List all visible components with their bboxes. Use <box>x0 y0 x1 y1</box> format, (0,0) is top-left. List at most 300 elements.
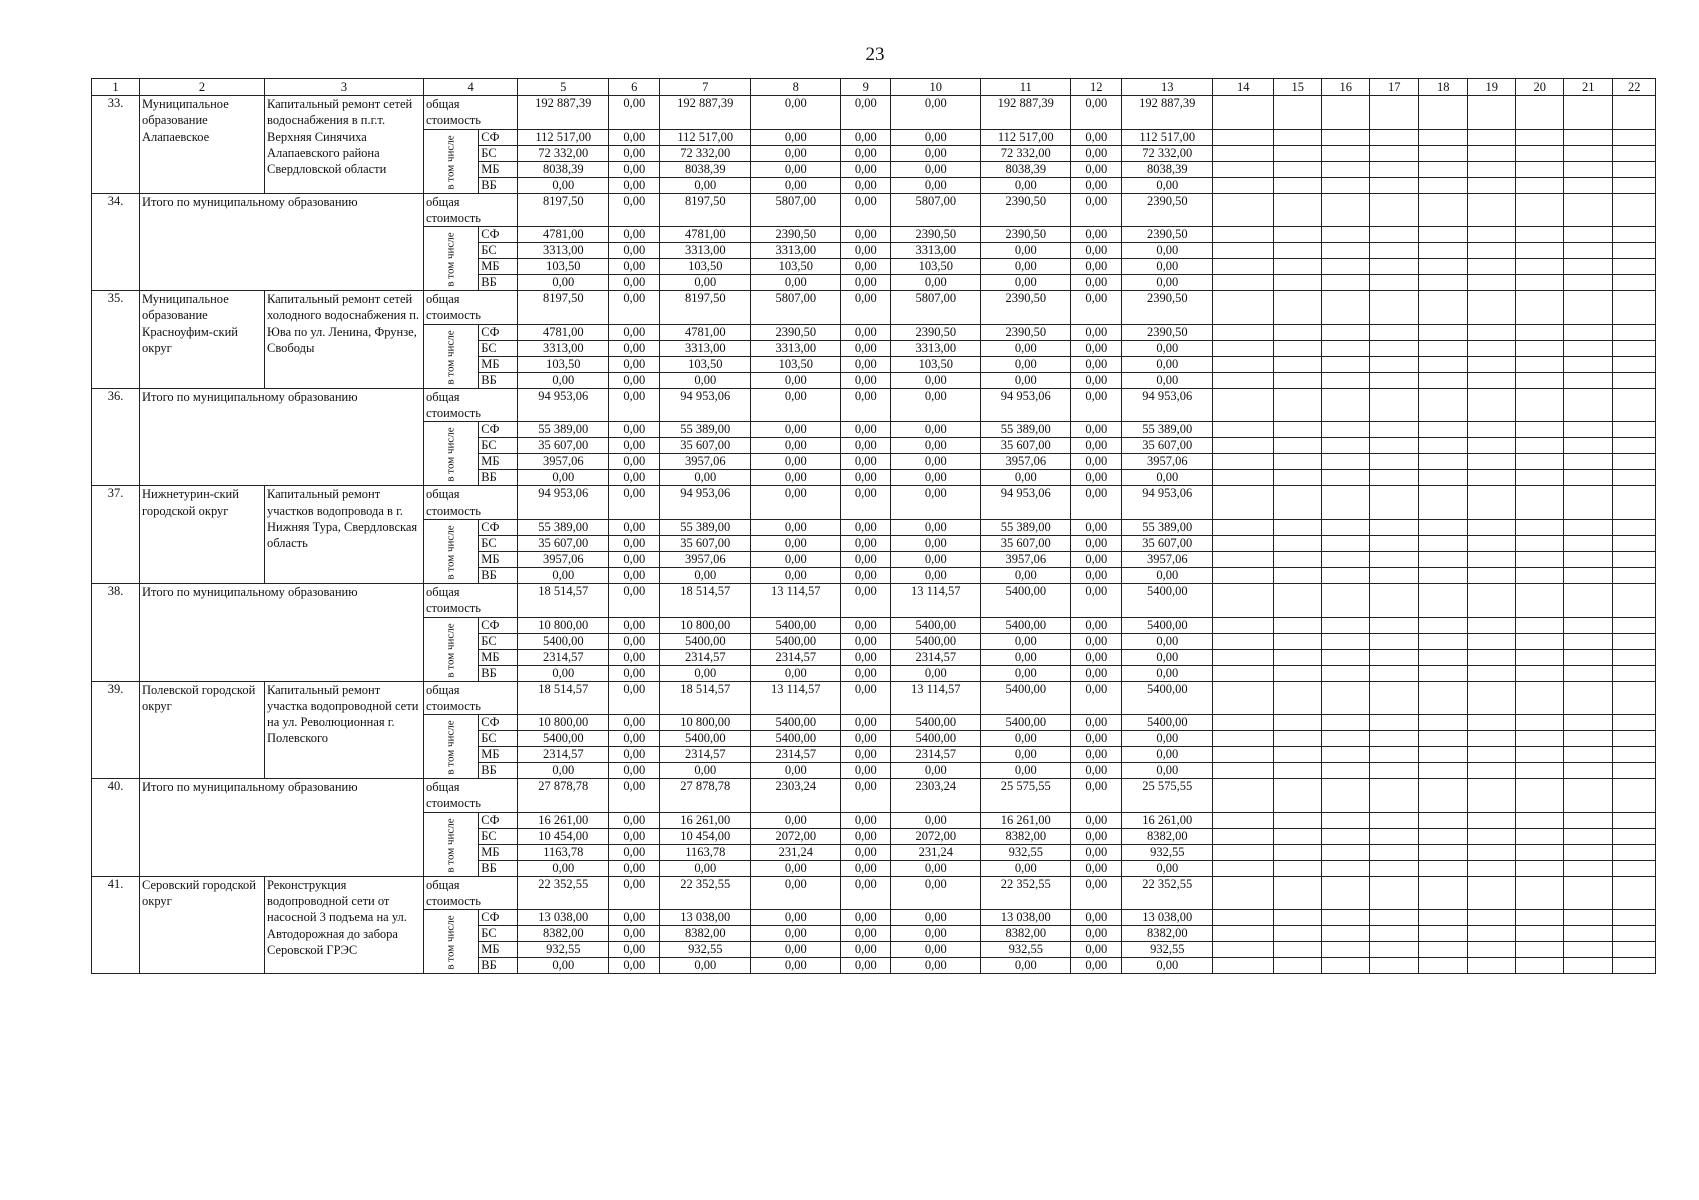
value-cell: 0,00 <box>891 876 981 910</box>
empty-cell <box>1419 356 1468 372</box>
empty-cell <box>1564 958 1613 974</box>
empty-cell <box>1613 356 1656 372</box>
empty-cell <box>1419 227 1468 243</box>
empty-cell <box>1468 649 1516 665</box>
column-header: 18 <box>1419 79 1468 96</box>
value-cell: 2314,57 <box>660 649 751 665</box>
value-cell: 0,00 <box>841 324 891 340</box>
incl-label <box>424 227 479 291</box>
empty-cell <box>1213 828 1274 844</box>
value-cell: 2314,57 <box>751 649 841 665</box>
empty-cell <box>1468 340 1516 356</box>
empty-cell <box>1468 551 1516 567</box>
value-cell: 0,00 <box>609 958 660 974</box>
value-cell: 0,00 <box>1071 422 1122 438</box>
funding-source-label: ВБ <box>479 860 518 876</box>
empty-cell <box>1613 291 1656 325</box>
value-cell: 0,00 <box>609 227 660 243</box>
value-cell: 0,00 <box>751 161 841 177</box>
value-cell: 0,00 <box>981 633 1071 649</box>
funding-source-label: МБ <box>479 454 518 470</box>
value-cell: 0,00 <box>751 567 841 583</box>
empty-cell <box>1274 422 1322 438</box>
value-cell: 0,00 <box>609 259 660 275</box>
value-cell: 0,00 <box>1122 372 1213 388</box>
value-cell: 72 332,00 <box>981 145 1071 161</box>
value-cell: 0,00 <box>751 535 841 551</box>
empty-cell <box>1564 844 1613 860</box>
value-cell: 35 607,00 <box>1122 438 1213 454</box>
value-cell: 3313,00 <box>891 243 981 259</box>
empty-cell <box>1419 243 1468 259</box>
column-header: 21 <box>1564 79 1613 96</box>
empty-cell <box>1419 844 1468 860</box>
empty-cell <box>1419 470 1468 486</box>
funding-source-label: ВБ <box>479 763 518 779</box>
value-cell: 0,00 <box>981 470 1071 486</box>
funding-source-label: МБ <box>479 259 518 275</box>
value-cell: 0,00 <box>841 291 891 325</box>
value-cell: 0,00 <box>981 259 1071 275</box>
empty-cell <box>1274 649 1322 665</box>
value-cell: 94 953,06 <box>518 486 609 520</box>
value-cell: 16 261,00 <box>1122 812 1213 828</box>
empty-cell <box>1613 96 1656 130</box>
empty-cell <box>1274 763 1322 779</box>
value-cell: 0,00 <box>609 812 660 828</box>
value-cell: 0,00 <box>609 340 660 356</box>
empty-cell <box>1419 860 1468 876</box>
funding-source-label: МБ <box>479 551 518 567</box>
value-cell: 0,00 <box>981 747 1071 763</box>
value-cell: 35 607,00 <box>660 438 751 454</box>
value-cell: 0,00 <box>1071 454 1122 470</box>
column-header: 5 <box>518 79 609 96</box>
empty-cell <box>1468 942 1516 958</box>
value-cell: 0,00 <box>609 243 660 259</box>
empty-cell <box>1613 876 1656 910</box>
funding-source-label: ВБ <box>479 665 518 681</box>
empty-cell <box>1274 551 1322 567</box>
project-description: Реконструкция водопроводной сети от насосной 3 подъема на ул. Автодорожная до забора Серовской ГРЭС <box>265 876 424 974</box>
value-cell: 103,50 <box>518 259 609 275</box>
empty-cell <box>1274 519 1322 535</box>
value-cell: 13 038,00 <box>1122 910 1213 926</box>
empty-cell <box>1322 828 1370 844</box>
row-number: 37. <box>92 486 140 584</box>
value-cell: 0,00 <box>841 340 891 356</box>
empty-cell <box>1370 161 1419 177</box>
value-cell: 0,00 <box>751 177 841 193</box>
total-label: Итого по муниципальному образованию <box>140 779 424 877</box>
value-cell: 35 607,00 <box>518 438 609 454</box>
empty-cell <box>1370 763 1419 779</box>
value-cell: 13 114,57 <box>751 681 841 715</box>
value-cell: 3957,06 <box>1122 454 1213 470</box>
value-cell: 5400,00 <box>660 633 751 649</box>
empty-cell <box>1419 291 1468 325</box>
value-cell: 0,00 <box>751 763 841 779</box>
empty-cell <box>1468 275 1516 291</box>
empty-cell <box>1213 422 1274 438</box>
empty-cell <box>1564 372 1613 388</box>
value-cell: 0,00 <box>841 779 891 813</box>
column-header: 2 <box>140 79 265 96</box>
value-cell: 10 454,00 <box>660 828 751 844</box>
value-cell: 0,00 <box>609 275 660 291</box>
value-cell: 0,00 <box>981 356 1071 372</box>
value-cell: 2390,50 <box>981 227 1071 243</box>
value-cell: 0,00 <box>751 942 841 958</box>
empty-cell <box>1564 324 1613 340</box>
value-cell: 0,00 <box>1071 438 1122 454</box>
column-header: 1 <box>92 79 140 96</box>
funding-source-label: ВБ <box>479 372 518 388</box>
empty-cell <box>1468 958 1516 974</box>
empty-cell <box>1419 535 1468 551</box>
value-cell: 0,00 <box>609 193 660 227</box>
empty-cell <box>1370 275 1419 291</box>
empty-cell <box>1419 910 1468 926</box>
empty-cell <box>1419 567 1468 583</box>
empty-cell <box>1419 372 1468 388</box>
value-cell: 94 953,06 <box>981 486 1071 520</box>
empty-cell <box>1564 422 1613 438</box>
empty-cell <box>1564 96 1613 130</box>
value-cell: 0,00 <box>891 763 981 779</box>
funding-source-label: СФ <box>479 519 518 535</box>
empty-cell <box>1213 356 1274 372</box>
value-cell: 0,00 <box>751 876 841 910</box>
empty-cell <box>1468 926 1516 942</box>
value-cell: 5807,00 <box>891 193 981 227</box>
empty-cell <box>1370 227 1419 243</box>
value-cell: 3313,00 <box>518 243 609 259</box>
project-description: Капитальный ремонт участков водопровода в г. Нижняя Тура, Свердловская область <box>265 486 424 584</box>
empty-cell <box>1274 324 1322 340</box>
project-description: Капитальный ремонт сетей водоснабжения в п.г.т. Верхняя Синячиха Алапаевского района Свердловской области <box>265 96 424 194</box>
value-cell: 0,00 <box>841 844 891 860</box>
value-cell: 10 800,00 <box>518 715 609 731</box>
empty-cell <box>1468 324 1516 340</box>
value-cell: 0,00 <box>751 958 841 974</box>
value-cell: 0,00 <box>1071 942 1122 958</box>
empty-cell <box>1322 617 1370 633</box>
value-cell: 0,00 <box>609 567 660 583</box>
value-cell: 0,00 <box>660 567 751 583</box>
value-cell: 0,00 <box>891 551 981 567</box>
value-cell: 0,00 <box>841 551 891 567</box>
empty-cell <box>1274 844 1322 860</box>
empty-cell <box>1213 551 1274 567</box>
empty-cell <box>1564 942 1613 958</box>
empty-cell <box>1322 731 1370 747</box>
value-cell: 0,00 <box>751 860 841 876</box>
empty-cell <box>1370 926 1419 942</box>
empty-cell <box>1516 193 1564 227</box>
value-cell: 16 261,00 <box>981 812 1071 828</box>
empty-cell <box>1613 926 1656 942</box>
value-cell: 0,00 <box>751 486 841 520</box>
value-cell: 2390,50 <box>1122 227 1213 243</box>
empty-cell <box>1564 275 1613 291</box>
value-cell: 0,00 <box>1071 356 1122 372</box>
value-cell: 0,00 <box>1122 860 1213 876</box>
value-cell: 0,00 <box>751 275 841 291</box>
value-cell: 0,00 <box>981 860 1071 876</box>
value-cell: 5400,00 <box>751 633 841 649</box>
value-cell: 0,00 <box>1071 633 1122 649</box>
value-cell: 2390,50 <box>981 193 1071 227</box>
empty-cell <box>1468 454 1516 470</box>
empty-cell <box>1322 340 1370 356</box>
value-cell: 0,00 <box>751 926 841 942</box>
value-cell: 0,00 <box>609 779 660 813</box>
empty-cell <box>1213 438 1274 454</box>
value-cell: 5400,00 <box>981 715 1071 731</box>
value-cell: 13 114,57 <box>891 583 981 617</box>
empty-cell <box>1274 860 1322 876</box>
value-cell: 1163,78 <box>518 844 609 860</box>
empty-cell <box>1516 763 1564 779</box>
value-cell: 0,00 <box>841 193 891 227</box>
funding-source-label: БС <box>479 828 518 844</box>
value-cell: 0,00 <box>1122 665 1213 681</box>
empty-cell <box>1419 388 1468 422</box>
incl-label-text: в том числе <box>444 818 457 873</box>
value-cell: 5400,00 <box>751 731 841 747</box>
funding-source-label: МБ <box>479 649 518 665</box>
empty-cell <box>1213 243 1274 259</box>
empty-cell <box>1564 876 1613 910</box>
value-cell: 0,00 <box>1071 617 1122 633</box>
funding-source-label: ВБ <box>479 275 518 291</box>
empty-cell <box>1516 519 1564 535</box>
value-cell: 0,00 <box>1071 519 1122 535</box>
value-cell: 0,00 <box>841 227 891 243</box>
value-cell: 55 389,00 <box>518 519 609 535</box>
empty-cell <box>1274 633 1322 649</box>
value-cell: 0,00 <box>1071 227 1122 243</box>
value-cell: 0,00 <box>518 372 609 388</box>
column-header: 3 <box>265 79 424 96</box>
column-header: 7 <box>660 79 751 96</box>
value-cell: 112 517,00 <box>660 129 751 145</box>
value-cell: 0,00 <box>1122 747 1213 763</box>
empty-cell <box>1419 779 1468 813</box>
value-cell: 0,00 <box>751 145 841 161</box>
value-cell: 0,00 <box>1071 910 1122 926</box>
empty-cell <box>1322 161 1370 177</box>
value-cell: 0,00 <box>609 617 660 633</box>
empty-cell <box>1370 145 1419 161</box>
empty-cell <box>1516 649 1564 665</box>
empty-cell <box>1274 583 1322 617</box>
funding-source-label: СФ <box>479 129 518 145</box>
column-header: 14 <box>1213 79 1274 96</box>
empty-cell <box>1322 519 1370 535</box>
funding-source-label: БС <box>479 535 518 551</box>
value-cell: 0,00 <box>1122 731 1213 747</box>
value-cell: 10 800,00 <box>518 617 609 633</box>
empty-cell <box>1468 617 1516 633</box>
funding-source-label: МБ <box>479 844 518 860</box>
empty-cell <box>1613 259 1656 275</box>
empty-cell <box>1516 567 1564 583</box>
value-cell: 0,00 <box>609 844 660 860</box>
empty-cell <box>1613 828 1656 844</box>
empty-cell <box>1274 747 1322 763</box>
empty-cell <box>1613 715 1656 731</box>
row-number: 33. <box>92 96 140 194</box>
value-cell: 0,00 <box>981 649 1071 665</box>
empty-cell <box>1613 177 1656 193</box>
empty-cell <box>1213 910 1274 926</box>
value-cell: 5400,00 <box>751 715 841 731</box>
value-cell: 932,55 <box>1122 942 1213 958</box>
value-cell: 0,00 <box>841 388 891 422</box>
empty-cell <box>1468 567 1516 583</box>
funding-source-label: СФ <box>479 812 518 828</box>
value-cell: 0,00 <box>841 356 891 372</box>
empty-cell <box>1419 486 1468 520</box>
funding-source-label: МБ <box>479 356 518 372</box>
value-cell: 0,00 <box>518 665 609 681</box>
empty-cell <box>1613 340 1656 356</box>
value-cell: 0,00 <box>891 812 981 828</box>
empty-cell <box>1322 535 1370 551</box>
value-cell: 0,00 <box>660 470 751 486</box>
municipality-name: Муниципальное образование Алапаевское <box>140 96 265 194</box>
empty-cell <box>1564 519 1613 535</box>
empty-cell <box>1468 519 1516 535</box>
empty-cell <box>1322 844 1370 860</box>
empty-cell <box>1468 388 1516 422</box>
empty-cell <box>1564 177 1613 193</box>
value-cell: 3957,06 <box>660 551 751 567</box>
empty-cell <box>1613 844 1656 860</box>
value-cell: 0,00 <box>660 860 751 876</box>
empty-cell <box>1322 681 1370 715</box>
value-cell: 0,00 <box>609 96 660 130</box>
value-cell: 0,00 <box>1071 275 1122 291</box>
empty-cell <box>1564 910 1613 926</box>
value-cell: 103,50 <box>660 356 751 372</box>
value-cell: 0,00 <box>609 731 660 747</box>
empty-cell <box>1370 633 1419 649</box>
empty-cell <box>1516 617 1564 633</box>
value-cell: 0,00 <box>841 145 891 161</box>
column-header: 15 <box>1274 79 1322 96</box>
empty-cell <box>1322 129 1370 145</box>
empty-cell <box>1322 438 1370 454</box>
value-cell: 35 607,00 <box>981 438 1071 454</box>
empty-cell <box>1564 551 1613 567</box>
empty-cell <box>1516 129 1564 145</box>
empty-cell <box>1613 275 1656 291</box>
empty-cell <box>1370 828 1419 844</box>
empty-cell <box>1322 860 1370 876</box>
value-cell: 0,00 <box>1071 844 1122 860</box>
value-cell: 0,00 <box>841 649 891 665</box>
empty-cell <box>1274 129 1322 145</box>
empty-cell <box>1274 243 1322 259</box>
value-cell: 13 038,00 <box>981 910 1071 926</box>
empty-cell <box>1613 388 1656 422</box>
value-cell: 932,55 <box>660 942 751 958</box>
value-cell: 2390,50 <box>1122 193 1213 227</box>
value-cell: 192 887,39 <box>981 96 1071 130</box>
value-cell: 5400,00 <box>891 715 981 731</box>
column-header: 16 <box>1322 79 1370 96</box>
empty-cell <box>1274 372 1322 388</box>
empty-cell <box>1468 356 1516 372</box>
value-cell: 112 517,00 <box>518 129 609 145</box>
value-cell: 0,00 <box>1071 388 1122 422</box>
value-cell: 0,00 <box>981 340 1071 356</box>
row-number: 40. <box>92 779 140 877</box>
empty-cell <box>1564 731 1613 747</box>
value-cell: 0,00 <box>891 470 981 486</box>
value-cell: 3313,00 <box>660 243 751 259</box>
value-cell: 0,00 <box>1071 763 1122 779</box>
empty-cell <box>1419 715 1468 731</box>
value-cell: 932,55 <box>981 844 1071 860</box>
empty-cell <box>1370 910 1419 926</box>
empty-cell <box>1419 926 1468 942</box>
value-cell: 3313,00 <box>751 243 841 259</box>
value-cell: 0,00 <box>1071 291 1122 325</box>
value-cell: 5400,00 <box>981 583 1071 617</box>
value-cell: 0,00 <box>891 145 981 161</box>
value-cell: 0,00 <box>841 958 891 974</box>
empty-cell <box>1274 438 1322 454</box>
value-cell: 5400,00 <box>518 731 609 747</box>
funding-source-label: СФ <box>479 422 518 438</box>
row-number: 39. <box>92 681 140 779</box>
empty-cell <box>1274 193 1322 227</box>
value-cell: 0,00 <box>1071 812 1122 828</box>
empty-cell <box>1613 860 1656 876</box>
empty-cell <box>1516 259 1564 275</box>
empty-cell <box>1468 844 1516 860</box>
value-cell: 10 800,00 <box>660 715 751 731</box>
empty-cell <box>1516 372 1564 388</box>
empty-cell <box>1564 779 1613 813</box>
empty-cell <box>1370 583 1419 617</box>
empty-cell <box>1274 388 1322 422</box>
empty-cell <box>1516 828 1564 844</box>
empty-cell <box>1516 779 1564 813</box>
empty-cell <box>1322 291 1370 325</box>
empty-cell <box>1613 372 1656 388</box>
empty-cell <box>1468 633 1516 649</box>
empty-cell <box>1419 812 1468 828</box>
value-cell: 5400,00 <box>518 633 609 649</box>
funding-source-label: БС <box>479 926 518 942</box>
empty-cell <box>1370 388 1419 422</box>
value-cell: 0,00 <box>891 926 981 942</box>
value-cell: 103,50 <box>660 259 751 275</box>
empty-cell <box>1468 177 1516 193</box>
empty-cell <box>1322 275 1370 291</box>
value-cell: 22 352,55 <box>518 876 609 910</box>
empty-cell <box>1564 860 1613 876</box>
value-cell: 0,00 <box>891 161 981 177</box>
empty-cell <box>1370 942 1419 958</box>
empty-cell <box>1274 145 1322 161</box>
value-cell: 0,00 <box>609 876 660 910</box>
